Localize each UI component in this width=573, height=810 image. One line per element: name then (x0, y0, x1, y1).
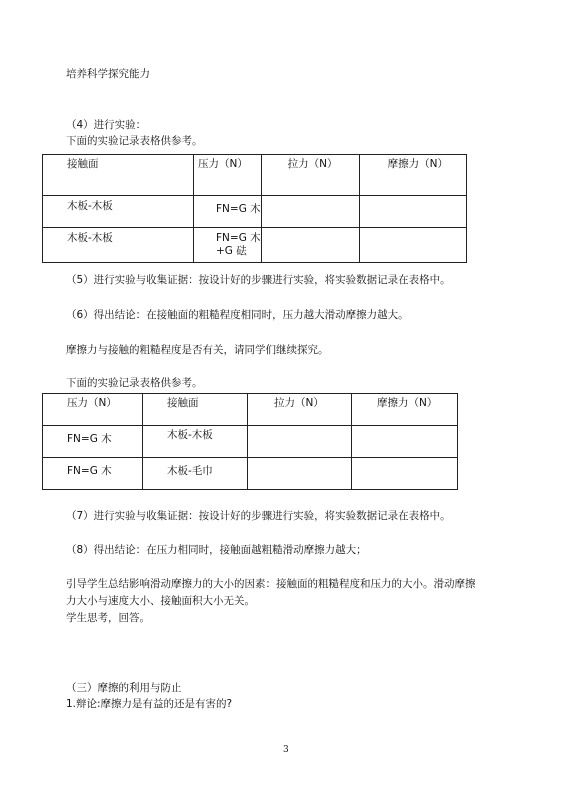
cell-pull (261, 196, 359, 228)
student-response: 学生思考，回答。 (66, 612, 150, 624)
table-row (43, 228, 467, 263)
header-pressure: 压力（N） (194, 155, 262, 196)
table-surface-experiment (42, 393, 458, 490)
cell-pull (248, 426, 352, 458)
cell-friction (352, 426, 458, 458)
heading: 培养科学探究能力 (66, 68, 150, 80)
cell-friction (352, 458, 458, 490)
header-pull: 拉力（N） (261, 155, 359, 196)
table-row (43, 196, 467, 228)
cell-surface: 木板-木板 (143, 426, 248, 458)
step-4: （4）进行实验： (66, 119, 147, 131)
cell-surface: 木板-木板 (43, 196, 194, 228)
summary-line-2: 力大小与速度大小、接触面积大小无关。 (66, 595, 255, 607)
question: 摩擦力与接触的粗糙程度是否有关，请同学们继续探究。 (66, 344, 329, 356)
table-header-row (43, 394, 458, 426)
cell-pressure-line2: +G 砝 (216, 245, 247, 257)
step-8: （8）得出结论：在压力相同时，接触面越粗糙滑动摩擦力越大； (66, 544, 367, 556)
table-intro-1: 下面的实验记录表格供参考。 (66, 135, 203, 147)
cell-pull (261, 228, 359, 263)
table-row (43, 458, 458, 490)
table-intro-2: 下面的实验记录表格供参考。 (66, 377, 203, 389)
step-5: （5）进行实验与收集证据：按设计好的步骤进行实验，将实验数据记录在表格中。 (66, 274, 451, 286)
summary-line-1: 引导学生总结影响滑动摩擦力的大小的因素：接触面的粗糙程度和压力的大小。滑动摩擦 (66, 578, 476, 590)
cell-friction (359, 228, 466, 263)
table-pressure-experiment (42, 154, 467, 263)
section-heading: （三）摩擦的利用与防止 (66, 682, 182, 694)
header-pull: 拉力（N） (248, 394, 352, 426)
step-6: （6）得出结论：在接触面的粗糙程度相同时，压力越大滑动摩擦力越大。 (66, 309, 409, 321)
cell-surface: 木板-毛巾 (143, 458, 248, 490)
cell-pressure-line1: FN=G 木 (216, 232, 261, 244)
header-surface: 接触面 (43, 155, 194, 196)
debate-prompt: 1.辩论:摩擦力是有益的还是有害的? (66, 698, 233, 710)
page-number: 3 (283, 745, 289, 755)
cell-pressure: FN=G 木 (43, 458, 143, 490)
cell-pressure-line1: FN=G 木 (216, 203, 261, 215)
header-friction: 摩擦力（N） (352, 394, 458, 426)
table-row (43, 426, 458, 458)
table-header-row (43, 155, 467, 196)
cell-surface: 木板-木板 (43, 228, 194, 263)
cell-pressure: FN=G 木 (43, 426, 143, 458)
cell-pressure (194, 228, 262, 263)
cell-friction (359, 196, 466, 228)
header-friction: 摩擦力（N） (359, 155, 466, 196)
header-pressure: 压力（N） (43, 394, 143, 426)
cell-pull (248, 458, 352, 490)
cell-pressure (194, 196, 262, 228)
header-surface: 接触面 (143, 394, 248, 426)
step-7: （7）进行实验与收集证据：按设计好的步骤进行实验，将实验数据记录在表格中。 (66, 510, 451, 522)
